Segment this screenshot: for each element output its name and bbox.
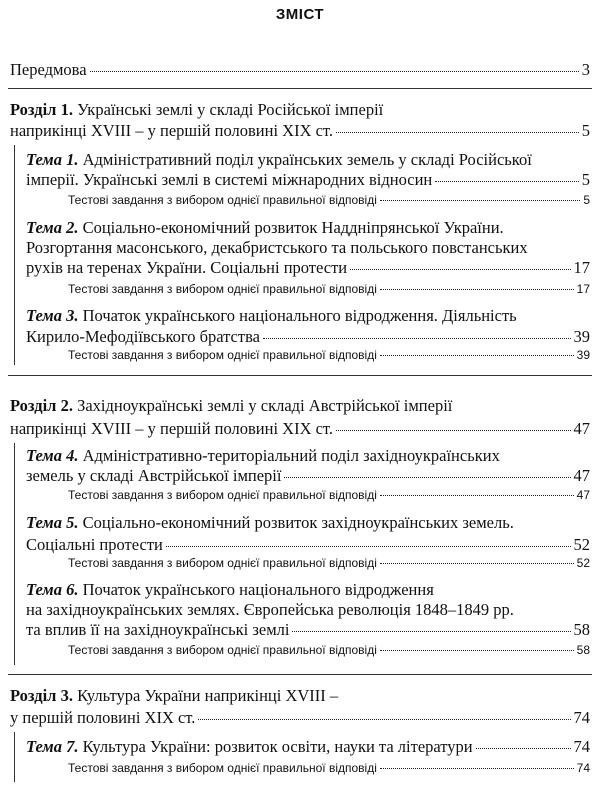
section-label: Розділ 3. (10, 686, 73, 705)
test-entry-text: Тестові завдання з вибором однієї правильної відповіді (68, 643, 377, 657)
section-3-bar (14, 732, 15, 782)
leader-dots (380, 355, 574, 356)
section-label: Розділ 2. (10, 396, 73, 415)
page-number: 47 (576, 488, 590, 502)
section-1-bar (14, 145, 15, 365)
topic-1-entry-cont[interactable] (26, 170, 590, 190)
page-number: 5 (581, 170, 590, 189)
page-number: 47 (573, 419, 590, 438)
section-title-line1: Західноукраїнські землі у складі Австрійської імперії (77, 396, 453, 415)
topic-title-line: Початок українського національного відродження. Діяльність (82, 306, 517, 325)
topic-5-entry-cont[interactable] (26, 535, 590, 555)
topic-2-entry[interactable] (26, 218, 590, 238)
page-number: 58 (573, 620, 590, 639)
topic-title-line: земель у складі Австрійської імперії (26, 466, 282, 485)
page-number: 74 (573, 737, 590, 756)
leader-dots (166, 546, 571, 547)
topic-title-line: імперії. Українські землі в системі міжнародних відносин (26, 170, 433, 189)
leader-dots (380, 495, 574, 496)
topic-5-test[interactable] (68, 555, 590, 571)
section-2-heading[interactable] (10, 396, 590, 416)
section-title-line2: наприкінці XVIII – у першій половині XIX ст. (10, 121, 334, 140)
test-entry-text: Тестові завдання з вибором однієї правильної відповіді (68, 761, 377, 775)
topic-3-entry-cont[interactable] (26, 327, 590, 347)
topic-label: Тема 3. (26, 306, 79, 325)
topic-3-test[interactable] (68, 347, 590, 363)
topic-label: Тема 2. (26, 218, 79, 237)
page-number: 17 (573, 258, 590, 277)
section-title-line1: Українські землі у складі Російської імперії (77, 100, 384, 119)
leader-dots (380, 768, 574, 769)
topic-title-line: на західноукраїнських землях. Європейська революція 1848–1849 рр. (26, 600, 514, 619)
leader-dots (336, 430, 570, 431)
page-number: 17 (576, 282, 590, 296)
page-number: 52 (576, 556, 590, 570)
leader-dots (476, 748, 571, 749)
test-entry-text: Тестові завдання з вибором однієї правильної відповіді (68, 556, 377, 570)
page-title: ЗМІСТ (275, 6, 325, 23)
topic-7-entry[interactable] (26, 737, 590, 757)
test-entry-text: Тестові завдання з вибором однієї правильної відповіді (68, 282, 377, 296)
section-label: Розділ 1. (10, 100, 73, 119)
leader-dots (284, 477, 570, 478)
section-3-heading-cont[interactable] (10, 708, 590, 728)
section-title-line2: наприкінці XVIII – у першій половині XIX ст. (10, 419, 334, 438)
topic-5-entry[interactable] (26, 513, 590, 533)
section-3-heading[interactable] (10, 686, 590, 706)
page-number: 58 (576, 643, 590, 657)
leader-dots (380, 563, 574, 564)
section-1-heading-cont[interactable] (10, 121, 590, 141)
leader-dots (380, 289, 574, 290)
section-2-bar (14, 443, 15, 665)
entry-text: Передмова (10, 60, 87, 79)
topic-label: Тема 1. (26, 150, 79, 169)
topic-4-entry-cont[interactable] (26, 466, 590, 486)
section-title-line1: Культура України наприкінці XVIII – (77, 686, 339, 705)
page-number: 52 (573, 535, 590, 554)
topic-title-line: та вплив її на західноукраїнські землі (26, 620, 290, 639)
leader-dots (90, 71, 579, 72)
topic-label: Тема 6. (26, 580, 79, 599)
topic-title-line: Кирило-Мефодіївського братства (26, 327, 260, 346)
topic-7-test[interactable] (68, 760, 590, 776)
topic-6-entry-cont2[interactable] (26, 620, 590, 640)
toc-entry-preface[interactable] (10, 60, 590, 80)
page-number: 5 (581, 121, 590, 140)
section-2-heading-cont[interactable] (10, 419, 590, 439)
topic-title-line: Соціально-економічний розвиток Наддніпрянської України. (82, 218, 504, 237)
section-divider (8, 88, 592, 89)
topic-4-entry[interactable] (26, 446, 590, 466)
leader-dots (380, 200, 580, 201)
leader-dots (435, 181, 579, 182)
topic-6-entry-cont[interactable] (26, 600, 590, 620)
leader-dots (198, 719, 570, 720)
leader-dots (350, 269, 570, 270)
topic-2-entry-cont[interactable] (26, 238, 590, 258)
section-1-heading[interactable] (10, 100, 590, 120)
topic-title-line: Адміністративний поділ українських земель у складі Російської (82, 150, 532, 169)
topic-label: Тема 4. (26, 446, 79, 465)
topic-1-entry[interactable] (26, 150, 590, 170)
page-number: 74 (576, 761, 590, 775)
page-number: 74 (573, 708, 590, 727)
leader-dots (380, 650, 574, 651)
topic-label: Тема 7. (26, 737, 79, 756)
test-entry-text: Тестові завдання з вибором однієї правильної відповіді (68, 193, 377, 207)
topic-title-line: Соціальні протести (26, 535, 163, 554)
section-divider (8, 375, 592, 376)
page-number: 47 (573, 466, 590, 485)
page-number: 3 (581, 60, 590, 79)
topic-title-line: Соціально-економічний розвиток західноукраїнських земель. (82, 513, 514, 532)
topic-1-test[interactable] (68, 192, 590, 208)
topic-title-line: Адміністративно-територіальний поділ західноукраїнських (82, 446, 500, 465)
page-number: 39 (573, 327, 590, 346)
section-title-line2: у першій половині XIX ст. (10, 708, 196, 727)
topic-title-line: рухів на теренах України. Соціальні протести (26, 258, 348, 277)
topic-3-entry[interactable] (26, 306, 590, 326)
section-divider (8, 674, 592, 675)
topic-6-test[interactable] (68, 642, 590, 658)
page-number: 5 (583, 193, 590, 207)
test-entry-text: Тестові завдання з вибором однієї правильної відповіді (68, 348, 377, 362)
test-entry-text: Тестові завдання з вибором однієї правильної відповіді (68, 488, 377, 502)
topic-2-test[interactable] (68, 281, 590, 297)
topic-title-line: Початок українського національного відродження (82, 580, 434, 599)
topic-title-line: Розгортання масонського, декабристського та польського повстанських (26, 238, 528, 257)
leader-dots (263, 338, 571, 339)
leader-dots (292, 631, 570, 632)
topic-4-test[interactable] (68, 487, 590, 503)
topic-6-entry[interactable] (26, 580, 590, 600)
topic-2-entry-cont2[interactable] (26, 258, 590, 278)
topic-label: Тема 5. (26, 513, 79, 532)
topic-title-line: Культура України: розвиток освіти, науки та літератури (82, 737, 473, 756)
leader-dots (336, 132, 579, 133)
page-number: 39 (576, 348, 590, 362)
